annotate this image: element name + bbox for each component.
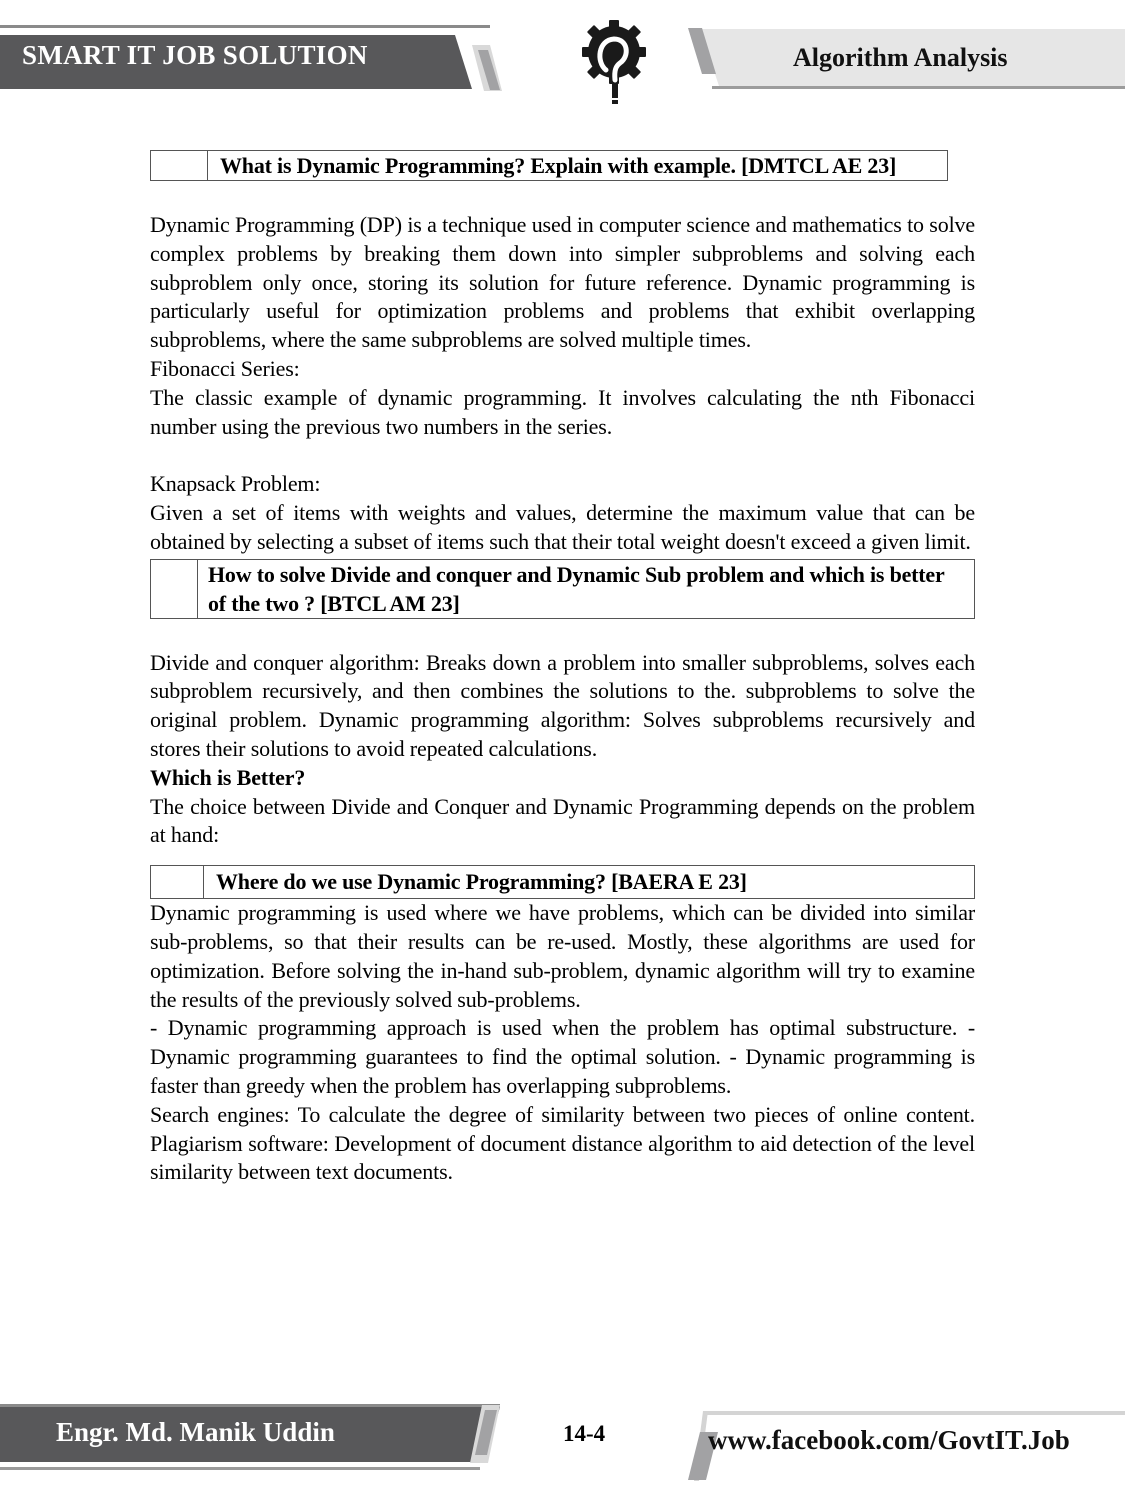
header-chapter-title: Algorithm Analysis <box>793 43 1008 72</box>
paragraph: The classic example of dynamic programming. It involves calculating the nth Fibonacci number using the previous two numbers in the series. <box>150 384 975 439</box>
question-box <box>150 559 975 619</box>
header-left-outline <box>0 25 490 28</box>
footer-website-link[interactable]: www.facebook.com/GovtIT.Job <box>708 1425 1070 1455</box>
header-right-shadow <box>712 86 1125 89</box>
paragraph: Dynamic programming is used where we have problems, which can be divided into similar sub-problems, so that their results can be re-used. Mostly, these algorithms are used for optimization. Before solving the in-hand sub-problem, dynamic algorithm will try to examine the results of the previously solved sub-problems. <box>150 900 975 1012</box>
question-text: Where do we use Dynamic Programming? [BAERA E 23] <box>216 869 747 895</box>
paragraph: Divide and conquer algorithm: Breaks down a problem into smaller subproblems, solves each subproblem recursively, and then combines the solutions to the. subproblems to solve the original problem. Dynamic programming algorithm: Solves subproblems recursively and stores their solutions to avoid repeated calculations. <box>150 649 975 761</box>
header-brand-title: SMART IT JOB SOLUTION <box>22 40 368 70</box>
footer-left-shadow <box>0 1467 480 1470</box>
footer-author: Engr. Md. Manik Uddin <box>56 1417 335 1447</box>
page-number: 14-4 <box>563 1421 606 1446</box>
subheading: Knapsack Problem: <box>150 471 321 497</box>
question-number-cell <box>151 866 204 898</box>
question-text: What is Dynamic Programming? Explain with example. [DMTCL AE 23] <box>220 153 897 178</box>
paragraph: Dynamic Programming (DP) is a technique used in computer science and mathematics to solve complex problems by breaking them down into simpler subproblems and solving each subproblem only once, storing its solution for future reference. Dynamic programming is particularly useful for optimization problems and problems that exhibit overlapping subproblems, where the same subproblems are solved multiple times. <box>150 212 975 353</box>
question-box <box>150 150 948 181</box>
question-text: How to solve Divide and conquer and Dynamic Sub problem and which is better of the two ? [BTCL AM 23] <box>208 561 945 616</box>
footer-left-outline <box>0 1404 500 1407</box>
question-number-cell <box>151 151 208 180</box>
paragraph: The choice between Divide and Conquer and Dynamic Programming depends on the problem at hand: <box>150 793 975 848</box>
gear-question-bulb-icon <box>582 18 646 104</box>
footer-right-outline <box>703 1411 1125 1415</box>
paragraph: - Dynamic programming approach is used when the problem has optimal substructure. - Dynamic programming guarantees to find the optimal solution. - Dynamic programming is faster than greedy when the problem has overlapping subproblems. <box>150 1015 975 1098</box>
question-number-cell <box>151 560 198 618</box>
subheading: Fibonacci Series: <box>150 355 300 381</box>
subheading: Which is Better? <box>150 764 306 790</box>
paragraph: Given a set of items with weights and values, determine the maximum value that can be obtained by selecting a subset of items such that their total weight doesn't exceed a given limit. <box>150 499 975 554</box>
page-content <box>150 150 975 1187</box>
question-box <box>150 865 975 899</box>
paragraph: Search engines: To calculate the degree of similarity between two pieces of online content. Plagiarism software: Development of document distance algorithm to aid detection of the level similarity between text documents. <box>150 1101 975 1185</box>
